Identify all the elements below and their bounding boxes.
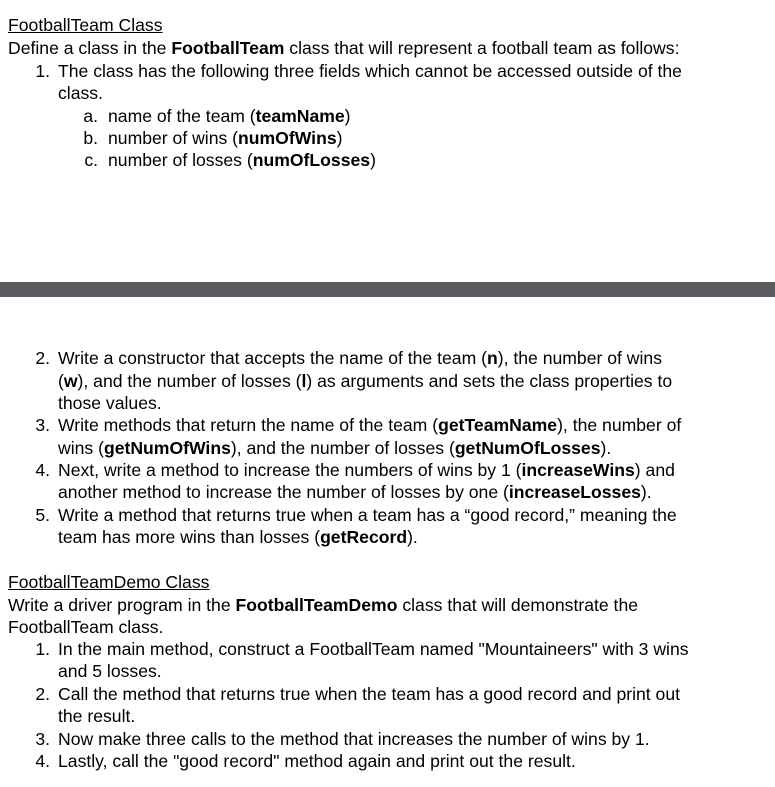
intro-bold: FootballTeam <box>171 38 285 58</box>
sublist-text: number of wins ( <box>108 128 239 148</box>
list-item-text: Lastly, call the "good record" method again and print out the result. <box>58 751 576 771</box>
list-item-text: the result. <box>58 706 136 726</box>
list-item-text: The class has the following three fields which cannot be accessed outside of the <box>58 61 682 81</box>
section-heading-footballteam: FootballTeam Class <box>8 15 163 35</box>
sublist-item <box>108 149 376 171</box>
method-name: getRecord <box>320 527 408 547</box>
param-name: l <box>301 371 307 391</box>
text: ), the number of wins <box>497 348 662 368</box>
list-number: 3. <box>35 415 50 435</box>
method-name: getNumOfWins <box>103 438 231 458</box>
list-item-text: Call the method that returns true when the team has a good record and print out <box>58 684 681 704</box>
list-number: 4. <box>35 751 50 771</box>
sublist-label: b. <box>83 128 98 148</box>
text: Write a constructor that accepts the name of the team ( <box>58 348 487 368</box>
text: wins ( <box>58 438 104 458</box>
list-item-text <box>58 481 652 503</box>
list-item-text: those values. <box>58 393 162 413</box>
section-intro <box>8 37 679 59</box>
field-name: teamName <box>255 106 345 126</box>
sublist-item <box>108 127 342 149</box>
field-name: numOfLosses <box>252 150 371 170</box>
page-divider <box>0 282 775 297</box>
intro-bold: FootballTeamDemo <box>235 595 398 615</box>
section-heading-footballteamdemo: FootballTeamDemo Class <box>8 572 210 592</box>
list-item-text <box>58 370 672 392</box>
section-intro: FootballTeam class. <box>8 617 164 637</box>
list-item-text <box>58 414 681 436</box>
sublist-label: a. <box>83 106 98 126</box>
list-item-text: Write a method that returns true when a team has a “good record,” meaning the <box>58 505 677 525</box>
list-item-text: In the main method, construct a FootballTeam named "Mountaineers" with 3 wins <box>58 639 689 659</box>
sublist-text: name of the team ( <box>108 106 256 126</box>
sublist-label: c. <box>84 150 98 170</box>
text: ), and the number of losses ( <box>230 438 455 458</box>
list-number: 4. <box>35 460 50 480</box>
list-item-text: Now make three calls to the method that increases the number of wins by 1. <box>58 729 650 749</box>
list-number: 3. <box>35 729 50 749</box>
text: Write methods that return the name of the team ( <box>58 415 439 435</box>
text: ( <box>58 371 64 391</box>
intro-text: Define a class in the <box>8 38 172 58</box>
list-number: 1. <box>35 639 50 659</box>
list-item-text: class. <box>58 83 103 103</box>
intro-text: class that will demonstrate the <box>397 595 639 615</box>
text: ) and <box>634 460 675 480</box>
field-name: numOfWins <box>238 128 337 148</box>
sublist-text: ) <box>370 150 376 170</box>
method-name: increaseLosses <box>508 482 641 502</box>
sublist-item <box>108 105 351 127</box>
list-item-text <box>58 437 611 459</box>
text: Next, write a method to increase the numbers of wins by 1 ( <box>58 460 522 480</box>
section-intro <box>8 594 638 616</box>
sublist-text: number of losses ( <box>108 150 253 170</box>
method-name: getNumOfLosses <box>454 438 601 458</box>
method-name: increaseWins <box>521 460 635 480</box>
text: ). <box>600 438 612 458</box>
param-name: n <box>486 348 498 368</box>
intro-text: class that will represent a football team as follows: <box>284 38 680 58</box>
param-name: w <box>63 371 78 391</box>
text: ) as arguments and sets the class properties to <box>306 371 673 391</box>
list-item-text <box>58 459 675 481</box>
sublist-text: ) <box>344 106 351 126</box>
list-item-text <box>58 526 418 548</box>
method-name: getTeamName <box>438 415 558 435</box>
intro-text: Write a driver program in the <box>8 595 236 615</box>
list-item-text <box>58 347 662 369</box>
list-number: 2. <box>35 348 50 368</box>
list-item-text: and 5 losses. <box>58 661 162 681</box>
list-number: 2. <box>35 684 50 704</box>
text: team has more wins than losses ( <box>58 527 321 547</box>
list-number: 1. <box>35 61 50 81</box>
sublist-text: ) <box>336 128 343 148</box>
text: ). <box>407 527 418 547</box>
text: another method to increase the number of losses by one ( <box>58 482 509 502</box>
list-number: 5. <box>35 505 50 525</box>
text: ), and the number of losses ( <box>77 371 302 391</box>
text: ). <box>640 482 652 502</box>
text: ), the number of <box>557 415 682 435</box>
